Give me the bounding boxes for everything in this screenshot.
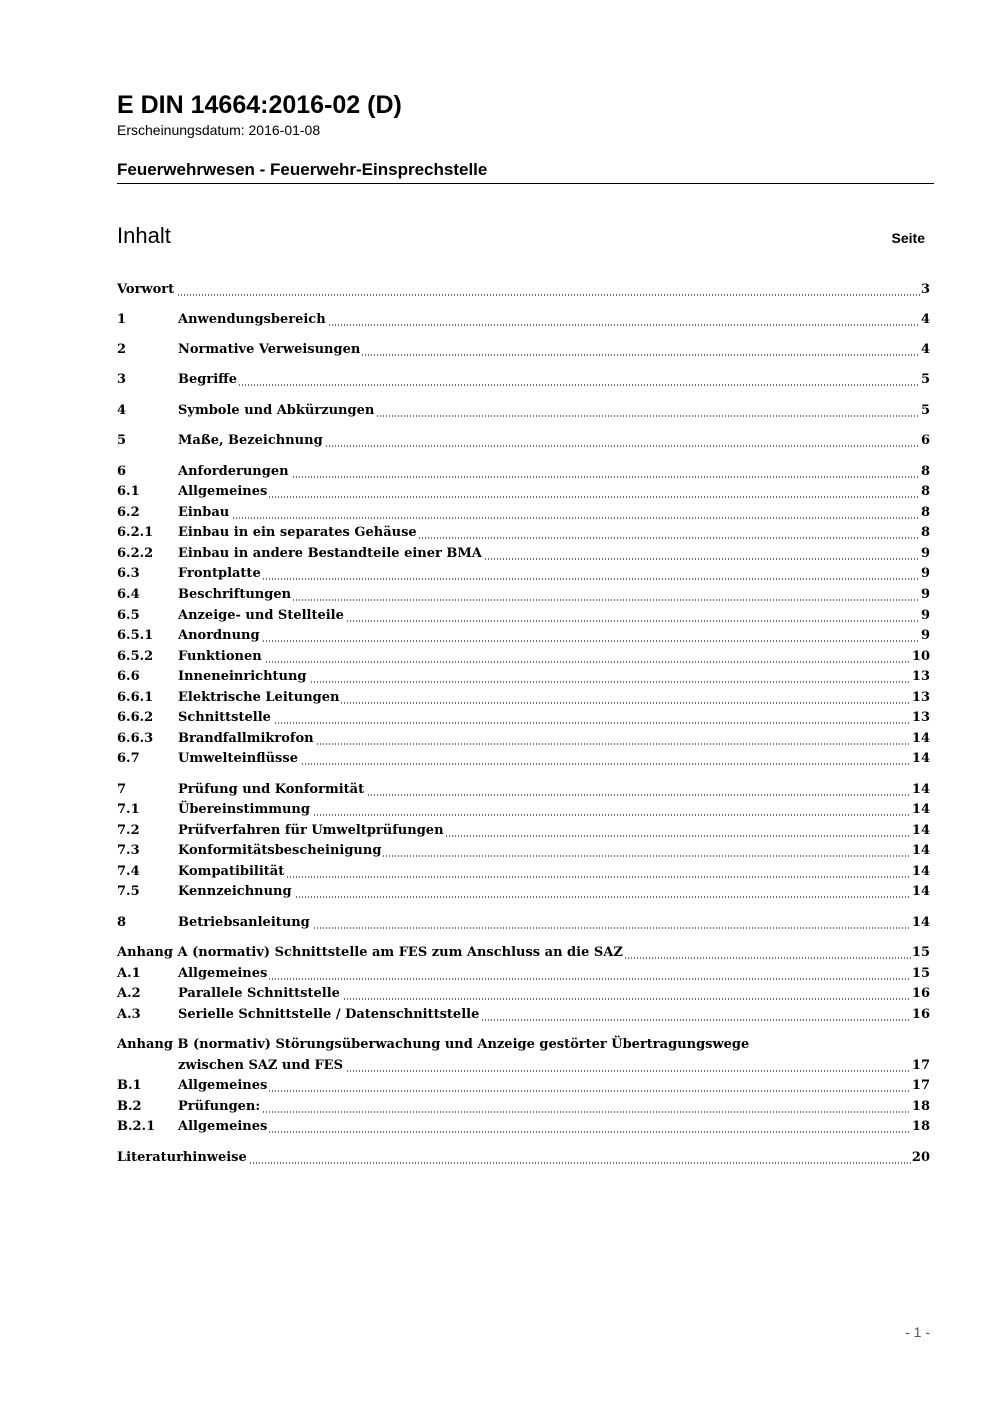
toc-entry-label: Frontplatte xyxy=(178,564,263,584)
toc-entry[interactable] xyxy=(117,749,930,769)
toc-entry-label: Anhang B (normativ) Störungsüberwachung und Anzeige gestörter Übertragungswege xyxy=(117,1037,750,1052)
toc-entry-page: 8 xyxy=(920,482,930,502)
toc-entry[interactable] xyxy=(117,1097,930,1117)
toc-entry-page: 9 xyxy=(920,606,930,626)
toc-entry-label: Symbole und Abkürzungen xyxy=(178,401,376,421)
toc-entry-leader xyxy=(178,688,930,708)
toc-entry-page: 9 xyxy=(920,544,930,564)
toc-entry-label: Vorwort xyxy=(117,280,176,300)
toc-entry-number: B.2.1 xyxy=(117,1119,156,1134)
toc-entry-page: 17 xyxy=(911,1076,930,1096)
toc-entry[interactable] xyxy=(117,462,930,482)
toc-entry[interactable] xyxy=(117,1035,930,1055)
toc-entry-page: 14 xyxy=(911,913,930,933)
toc-entry-page: 9 xyxy=(920,585,930,605)
toc-entry-page: 13 xyxy=(911,688,930,708)
toc-entry-leader xyxy=(178,882,930,902)
toc-entry-number: 8 xyxy=(117,915,127,930)
toc-entry-number: 4 xyxy=(117,403,127,418)
toc-entry-number: 6.3 xyxy=(117,566,140,581)
toc-entry-label: Allgemeines xyxy=(178,964,269,984)
toc-entry-label: Parallele Schnittstelle xyxy=(178,984,342,1004)
toc-entry-page: 14 xyxy=(911,800,930,820)
toc-entry-label: Funktionen xyxy=(178,647,264,667)
toc-entry-label: Kennzeichnung xyxy=(178,882,294,902)
toc-entry-label: Konformitätsbescheinigung xyxy=(178,841,383,861)
toc-entry-number: 7 xyxy=(117,782,127,797)
toc-entry-leader xyxy=(178,841,930,861)
toc-entry-label: Elektrische Leitungen xyxy=(178,688,341,708)
toc-entry-page: 16 xyxy=(911,1005,930,1025)
toc-entry-leader xyxy=(178,523,930,543)
toc-entry-label: Prüfung und Konformität xyxy=(178,780,366,800)
toc-entry-leader xyxy=(178,564,930,584)
toc-entry-leader xyxy=(178,800,930,820)
toc-entry-number: 6 xyxy=(117,464,127,479)
toc-entry-page: 4 xyxy=(920,310,930,330)
toc-entry-leader xyxy=(178,647,930,667)
toc-entry[interactable] xyxy=(117,800,930,820)
toc-entry-number: 6.6 xyxy=(117,669,140,684)
toc-entry-number: 6.4 xyxy=(117,587,140,602)
toc-entry-number: A.3 xyxy=(117,1007,141,1022)
toc-entry-leader xyxy=(178,401,930,421)
toc-entry-label: Einbau in andere Bestandteile einer BMA xyxy=(178,544,484,564)
toc-entry-number: 6.7 xyxy=(117,751,140,766)
toc-entry-number: A.2 xyxy=(117,986,141,1001)
toc-entry-page: 14 xyxy=(911,749,930,769)
toc-entry[interactable] xyxy=(117,667,930,687)
toc-heading: Inhalt xyxy=(117,223,171,248)
toc-entry-leader xyxy=(178,503,930,523)
toc-entry-number: 1 xyxy=(117,312,127,327)
toc-entry[interactable] xyxy=(117,647,930,667)
document-id: E DIN 14664:2016-02 (D) xyxy=(117,91,402,119)
toc-entry[interactable] xyxy=(117,688,930,708)
toc-entry[interactable] xyxy=(117,401,930,421)
toc-entry[interactable] xyxy=(117,821,930,841)
toc-entry[interactable] xyxy=(117,370,930,390)
toc-entry-label: Brandfallmikrofon xyxy=(178,729,316,749)
toc-entry-label: Literaturhinweise xyxy=(117,1148,249,1168)
toc-entry-number: B.1 xyxy=(117,1078,142,1093)
toc-entry[interactable] xyxy=(117,431,930,451)
toc-entry-leader xyxy=(178,606,930,626)
toc-entry-page: 8 xyxy=(920,503,930,523)
toc-entry-leader xyxy=(178,913,930,933)
document-title: Feuerwehrwesen - Feuerwehr-Einsprechstelle xyxy=(117,160,488,179)
toc-entry[interactable] xyxy=(117,984,930,1004)
toc-entry-leader xyxy=(117,1148,930,1168)
toc-entry[interactable] xyxy=(117,626,930,646)
toc-entry[interactable] xyxy=(117,1056,930,1076)
toc-entry-label: Schnittstelle xyxy=(178,708,273,728)
toc-entry-leader xyxy=(178,1097,930,1117)
toc-entry[interactable] xyxy=(117,964,930,984)
toc-entry-leader xyxy=(178,1117,930,1137)
toc-entry[interactable] xyxy=(117,1117,930,1137)
toc-entry[interactable] xyxy=(117,523,930,543)
toc-entry-number: 6.6.3 xyxy=(117,731,154,746)
toc-entry-label: Übereinstimmung xyxy=(178,800,312,820)
toc-entry-leader xyxy=(178,708,930,728)
toc-entry-label: Betriebsanleitung xyxy=(178,913,312,933)
toc-entry-page: 14 xyxy=(911,882,930,902)
toc-entry-label: Serielle Schnittstelle / Datenschnittstelle xyxy=(178,1005,481,1025)
toc-entry[interactable] xyxy=(117,340,930,360)
toc-entry-page: 14 xyxy=(911,862,930,882)
page-number: - 1 - xyxy=(905,1324,930,1340)
toc-entry[interactable] xyxy=(117,841,930,861)
toc-entry-label: Normative Verweisungen xyxy=(178,340,362,360)
toc-entry[interactable] xyxy=(117,606,930,626)
toc-entry-label: Einbau in ein separates Gehäuse xyxy=(178,523,419,543)
toc-entry-label: Einbau xyxy=(178,503,231,523)
toc-entry-label: Prüfverfahren für Umweltprüfungen xyxy=(178,821,446,841)
toc-entry-leader xyxy=(178,1056,930,1076)
toc-entry[interactable] xyxy=(117,708,930,728)
toc-entry[interactable] xyxy=(117,1076,930,1096)
toc-entry-label: Anordnung xyxy=(178,626,262,646)
toc-entry-leader xyxy=(178,964,930,984)
toc-entry-label: Anforderungen xyxy=(178,462,291,482)
toc-entry-label: Anhang A (normativ) Schnittstelle am FES zum Anschluss an die SAZ xyxy=(117,943,625,963)
toc-entry-label: Begriffe xyxy=(178,370,239,390)
toc-entry-leader xyxy=(178,749,930,769)
toc-entry-page: 13 xyxy=(911,708,930,728)
toc-entry-page: 15 xyxy=(911,964,930,984)
toc-entry-leader xyxy=(178,431,930,451)
toc-entry-number: 6.6.2 xyxy=(117,710,154,725)
toc-entry[interactable] xyxy=(117,564,930,584)
toc-entry-page: 14 xyxy=(911,821,930,841)
toc-entry[interactable] xyxy=(117,503,930,523)
toc-entry-number: 7.2 xyxy=(117,823,140,838)
toc-entry-number: 6.5.1 xyxy=(117,628,154,643)
toc-entry-label: Anwendungsbereich xyxy=(178,310,328,330)
toc-entry-label: Anzeige- und Stellteile xyxy=(178,606,346,626)
toc-entry-number: 7.3 xyxy=(117,843,140,858)
toc-entry[interactable] xyxy=(117,310,930,330)
toc-entry-page: 17 xyxy=(911,1056,930,1076)
toc-entry[interactable] xyxy=(117,913,930,933)
toc-entry-page: 4 xyxy=(920,340,930,360)
toc-entry-leader xyxy=(178,821,930,841)
toc-entry-leader xyxy=(178,862,930,882)
toc-entry-number: 7.4 xyxy=(117,864,140,879)
toc-entry-leader xyxy=(178,729,930,749)
toc-entry-number: B.2 xyxy=(117,1099,142,1114)
toc-entry-label: Allgemeines xyxy=(178,1117,269,1137)
toc-entry-page: 15 xyxy=(911,943,930,963)
toc-entry-page: 8 xyxy=(920,462,930,482)
toc-entry-page: 14 xyxy=(911,780,930,800)
toc-entry-label: Maße, Bezeichnung xyxy=(178,431,325,451)
toc-entry[interactable] xyxy=(117,482,930,502)
toc-entry-leader xyxy=(178,1076,930,1096)
toc-entry-label: Umwelteinflüsse xyxy=(178,749,300,769)
toc-entry-page: 18 xyxy=(911,1117,930,1137)
toc-entry-number: 6.1 xyxy=(117,484,140,499)
toc-entry-number: 7.5 xyxy=(117,884,140,899)
toc-entry[interactable] xyxy=(117,585,930,605)
toc-entry[interactable] xyxy=(117,943,930,963)
toc-entry[interactable] xyxy=(117,729,930,749)
toc-entry-label: zwischen SAZ und FES xyxy=(178,1056,345,1076)
toc-entry-label: Allgemeines xyxy=(178,1076,269,1096)
toc-entry-page: 5 xyxy=(920,401,930,421)
toc-entry-leader xyxy=(178,667,930,687)
toc-entry-page: 20 xyxy=(911,1148,930,1168)
toc-entry-leader xyxy=(178,370,930,390)
toc-entry-page: 3 xyxy=(920,280,930,300)
toc-entry[interactable] xyxy=(117,1148,930,1168)
toc-entry-page: 16 xyxy=(911,984,930,1004)
toc-entry[interactable] xyxy=(117,882,930,902)
toc-entry-leader xyxy=(178,310,930,330)
toc-entry-page: 9 xyxy=(920,564,930,584)
toc-entry-number: 2 xyxy=(117,342,127,357)
toc-entry-page: 9 xyxy=(920,626,930,646)
toc-entry-label: Beschriftungen xyxy=(178,585,293,605)
toc-entry-number: 3 xyxy=(117,372,127,387)
toc-entry-leader xyxy=(178,482,930,502)
toc-entry[interactable] xyxy=(117,1005,930,1025)
publication-date: Erscheinungsdatum: 2016-01-08 xyxy=(117,122,321,138)
toc-entry-number: 6.6.1 xyxy=(117,690,154,705)
toc-entry-label: Kompatibilität xyxy=(178,862,286,882)
toc-entry-page: 13 xyxy=(911,667,930,687)
toc-entry-page: 14 xyxy=(911,729,930,749)
toc-entry[interactable] xyxy=(117,862,930,882)
toc-entry-page: 18 xyxy=(911,1097,930,1117)
title-divider xyxy=(117,183,934,184)
toc-entry-leader xyxy=(178,780,930,800)
toc-entry-leader xyxy=(178,544,930,564)
toc-entry[interactable] xyxy=(117,280,930,300)
toc-entry-number: 6.2 xyxy=(117,505,140,520)
toc-entry-leader xyxy=(117,943,930,963)
toc-entry-page: 8 xyxy=(920,523,930,543)
toc-entry-leader xyxy=(178,462,930,482)
toc-entry-number: 6.5 xyxy=(117,608,140,623)
toc-entry-number: 5 xyxy=(117,433,127,448)
toc-entry-label: Allgemeines xyxy=(178,482,269,502)
toc-entry-number: 6.2.2 xyxy=(117,546,154,561)
toc-entry-number: 6.2.1 xyxy=(117,525,154,540)
toc-entry-leader xyxy=(178,626,930,646)
toc-entry-leader xyxy=(178,1005,930,1025)
toc-entry-page: 10 xyxy=(911,647,930,667)
toc-entry-number: 7.1 xyxy=(117,802,140,817)
toc-entry[interactable] xyxy=(117,780,930,800)
toc-entry-label: Prüfungen: xyxy=(178,1097,262,1117)
toc-entry-number: A.1 xyxy=(117,966,141,981)
toc-entry-page: 14 xyxy=(911,841,930,861)
toc-entry-leader xyxy=(178,984,930,1004)
toc-entry[interactable] xyxy=(117,544,930,564)
toc-entry-page: 6 xyxy=(920,431,930,451)
toc-entry-leader xyxy=(117,280,930,300)
toc-page-label: Seite xyxy=(891,230,925,246)
toc-entry-number: 6.5.2 xyxy=(117,649,154,664)
toc-entry-leader xyxy=(178,585,930,605)
toc-entry-page: 5 xyxy=(920,370,930,390)
toc-entry-leader xyxy=(178,340,930,360)
toc-entry-label: Inneneinrichtung xyxy=(178,667,309,687)
